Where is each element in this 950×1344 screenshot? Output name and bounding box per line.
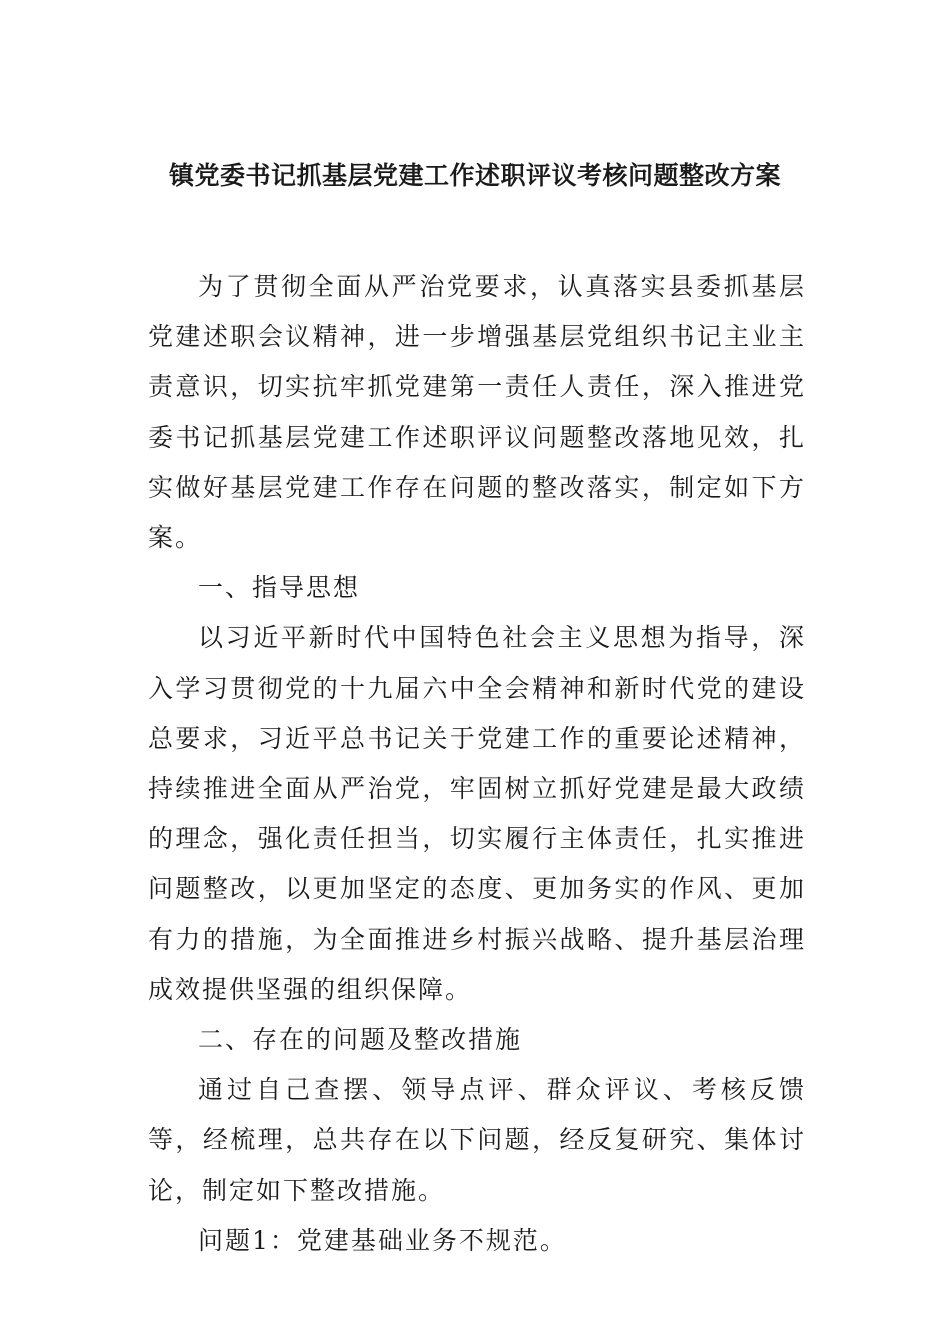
problem-1-heading: 问题1：党建基础业务不规范。 xyxy=(198,1225,567,1255)
problems-intro-paragraph: 通过自己查摆、领导点评、群众评议、考核反馈等，经梳理，总共存在以下问题，经反复研究、集体讨论，制定如下整改措施。 xyxy=(148,1075,806,1205)
section-heading-problems-measures: 二、存在的问题及整改措施 xyxy=(198,1025,523,1055)
intro-paragraph: 为了贯彻全面从严治党要求，认真落实县委抓基层党建述职会议精神，进一步增强基层党组织书记主业主责意识，切实抗牢抓党建第一责任人责任，深入推进党委书记抓基层党建工作述职评议问题整改落地见效，扎实做好基层党建工作存在问题的整改落实，制定如下方案。 xyxy=(148,272,806,553)
guiding-ideology-paragraph: 以习近平新时代中国特色社会主义思想为指导，深入学习贯彻党的十九届六中全会精神和新时代党的建设总要求，习近平总书记关于党建工作的重要论述精神，持续推进全面从严治党，牢固树立抓好党建是最大政绩的理念，强化责任担当，切实履行主体责任，扎实推进问题整改，以更加坚定的态度、更加务实的作风、更加有力的措施，为全面推进乡村振兴战略、提升基层治理成效提供坚强的组织保障。 xyxy=(148,623,806,1004)
document-body xyxy=(148,262,806,1266)
document-title: 镇党委书记抓基层党建工作述职评议考核问题整改方案 xyxy=(168,161,781,190)
section-heading-guiding-ideology: 一、指导思想 xyxy=(198,573,361,603)
